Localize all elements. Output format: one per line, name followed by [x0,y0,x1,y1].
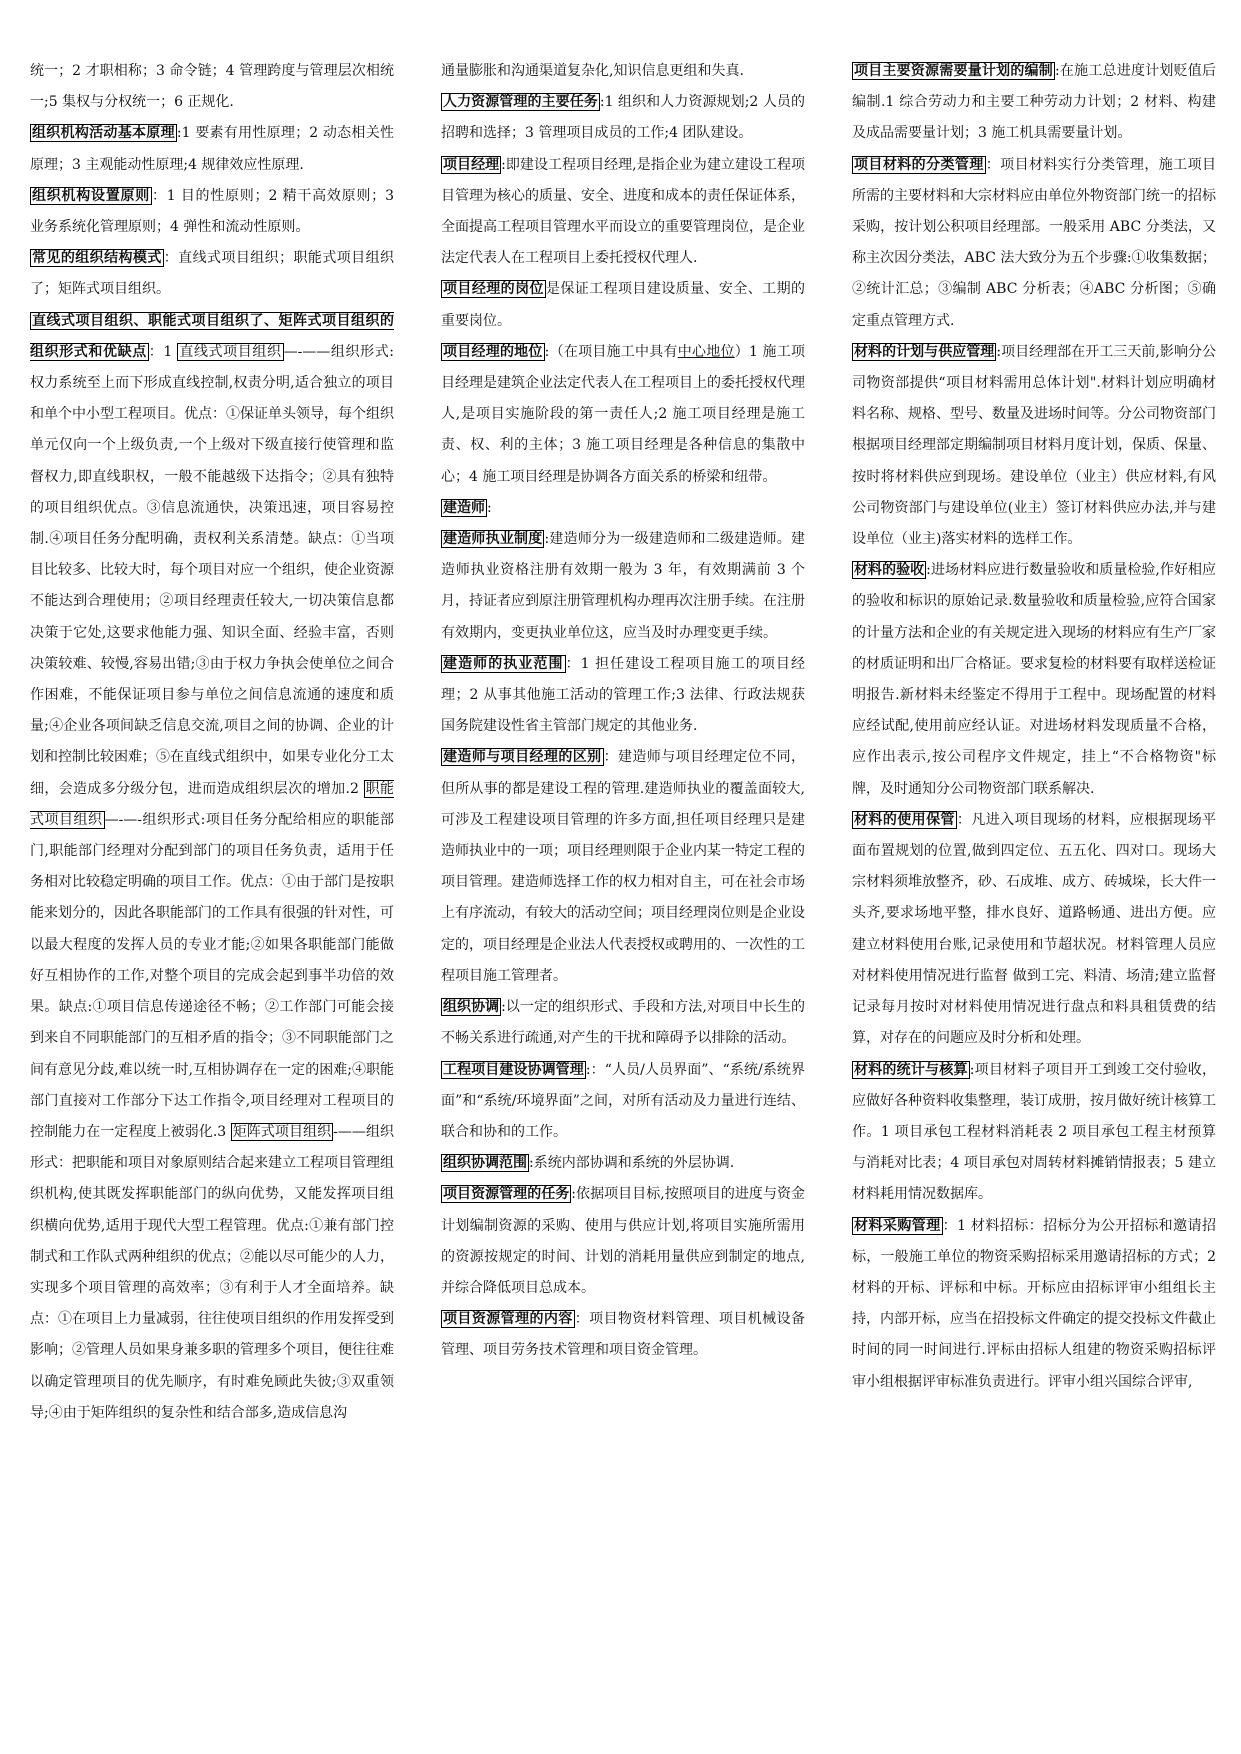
paragraph-text: :系统内部协调和系统的外层协调. [529,1155,735,1172]
paragraph [441,274,805,336]
paragraph-text: :（在项目施工中具有 [544,343,678,360]
paragraph [441,150,805,275]
paragraph [30,181,394,243]
underlined-term: 中心地位 [677,343,735,360]
paragraph [852,150,1216,337]
paragraph-text: ：直线式项目组织；职能式项目组织了；矩阵式项目组织。 [30,250,394,298]
paragraph-text: :依据项目目标,按照项目的进度与资金计划编制资源的采购、使用与供应计划,将项目实施所需用的资源按规定的时间、计划的消耗用量供应到制定的地点,并综合降低项目总成本。 [441,1186,805,1296]
paragraph-text: 统一；2 才职相称；3 命令链；4 管理跨度与管理层次相统一;5 集权与分权统一；6 正规化. [30,63,394,111]
term-heading: 建造师 [443,499,485,516]
term-heading: 项目经理 [443,156,500,173]
paragraph-text: ：项目物资材料管理、项目机械设备管理、项目劳务技术管理和项目资金管理。 [441,1311,805,1359]
paragraph [441,992,805,1054]
paragraph [441,87,805,149]
term-heading: 建造师执业制度 [443,531,543,548]
column-3 [852,56,1216,1736]
paragraph-text: :建造师分为一级建造师和二级建造师。建造师执业资格注册有效期一般为 3 年，有效期满前 3 个月，持证者应到原注册管理机构办理再次注册手续。在注册有效期内，变更执业单位这，应当及时办理变更手续。 [441,531,805,641]
paragraph [441,493,805,524]
column-1 [30,56,394,1736]
paragraph-text: :1 要素有用性原理；2 动态相关性原理；3 主观能动性原理;4 规律效应性原理. [30,125,394,173]
boxed-term: 矩阵式项目组织 [232,1123,332,1140]
term-heading: 直线式项目组织、职能式项目组织了、矩阵式项目组织的组织形式和优缺点 [30,312,394,360]
column-2 [441,56,805,1736]
paragraph-text: :项目材料子项目开工到竣工交付验收，应做好各种资料收集整理，装订成册，按月做好统计核算工作。1 项目承包工程材料消耗表 2 项目承包工程主材预算与消耗对比表；4 项目承包对周转材料摊销情报表；5 建立材料耗用情况数据库。 [852,1061,1216,1203]
term-heading: 组织协调 [443,999,500,1016]
term-heading: 建造师的执业范围 [443,655,564,672]
paragraph [441,742,805,992]
paragraph [852,1211,1216,1398]
paragraph [852,555,1216,805]
term-heading: 项目资源管理的内容 [443,1311,573,1328]
paragraph-text: ：项目材料实行分类管理，施工项目所需的主要材料和大宗材料应由单位外物资部门统一的招标采购，按计划公积项目经理部。一般采用 ABC 分类法，又称主次因分类法，ABC 法大致分为五个步骤:①收集数据；②统计汇总；③编制 ABC 分析表；④ABC 分析图；⑤确定重点管理方式. [852,156,1216,329]
document-page [30,56,1216,1736]
paragraph-text: ：1 [148,343,178,360]
paragraph [30,56,394,118]
paragraph [441,337,805,493]
paragraph [441,1179,805,1304]
paragraph-text: ：凡进入项目现场的材料，应根据现场平面布置规划的位置,做到四定位、五五化、四对口。现场大宗材料须堆放整齐，砂、石成堆、成方、砖城垛，长大件一头齐,要求场地平整，排水良好、道路畅通、进出方便。应建立材料使用台账,记录使用和节超状况。材料管理人员应对材料使用情况进行监督 做到工完、料清、场清;建立监督记录每月按时对材料使用情况进行盘点和料具租赁费的结算，对存在的问题应及时分析和处理。 [852,811,1216,1047]
term-heading: 工程项目建设协调管理 [443,1061,584,1078]
paragraph-text: -——组织形式：把职能和项目对象原则结合起来建立工程项目管理组织机构,使其既发挥职能部门的纵向优势，又能发挥项目组织横向优势,适用于现代大型工程管理。优点:①兼有部门控制式和工作队式两种组织的优点；②能以尽可能少的人力，实现多个项目管理的高效率；③有利于人才全面培养。缺点：①在项目上力量减弱，往往使项目组织的作用发挥受到影响；②管理人员如果身兼多职的管理多个项目，便往往难以确定管理项目的优先顺序，有时难免顾此失彼;③双重领导;④由于矩阵组织的复杂性和结合部多,造成信息沟 [30,1123,394,1421]
term-heading: 项目资源管理的任务 [443,1186,570,1203]
paragraph-text: :进场材料应进行数量验收和质量检验,作好相应的验收和标识的原始记录.数量验收和质量检验,应符合国家的计量方法和企业的有关规定进入现场的材料应有生产厂家的材质证明和出厂合格证。要求复检的材料要有取样送检证明报告.新材料未经鉴定不得用于工程中。现场配置的材料应经试配,使用前应经认证。对进场材料发现质量不合格，应作出表示,按公司程序文件规定，挂上“不合格物资"标牌，及时通知分公司物资部门联系解决. [852,562,1216,797]
paragraph [30,243,394,305]
paragraph-text: :：“人员/人员界面”、“系统/系统界面”和“系统/环境界面”之间，对所有活动及力量进行连结、联合和协和的工作。 [441,1061,805,1140]
paragraph-text: :在施工总进度计划贬值后编制.1 综合劳动力和主要工种劳动力计划；2 材料、构建及成品需要量计划；3 施工机具需要量计划。 [852,63,1216,142]
term-heading: 材料的统计与核算 [854,1061,968,1078]
paragraph [441,649,805,743]
paragraph [30,118,394,180]
term-heading: 组织协调范围 [443,1155,527,1172]
term-heading: 材料采购管理 [854,1217,941,1234]
term-heading: 项目主要资源需要量计划的编制 [854,63,1053,79]
paragraph [852,1055,1216,1211]
term-heading: 组织机构设置原则 [32,187,150,204]
paragraph [441,524,805,649]
paragraph-text: :项目经理部在开工三天前,影响分公司物资部提供“项目材料需用总体计划".材料计划应明确材料名称、规格、型号、数量及进场时间等。分公司物资部门根据项目经理部定期编制项目材料月度计划，保质、保量、按时将材料供应到现场。建设单位（业主）供应材料,有风公司物资部门与建设单位(业主）签订材料供应办法,并与建设单位（业主)落实材料的选样工作。 [852,343,1216,548]
paragraph-text: ：1 目的性原则；2 精干高效原则；3 业务系统化管理原则；4 弹性和流动性原则。 [30,187,394,236]
paragraph-text: ：1 材料招标：招标分为公开招标和邀请招标，一般施工单位的物资采购招标采用邀请招标的方式；2 材料的开标、评标和中标。开标应由招标评审小组组长主持，内部开标，应当在招投标文件确定的提交投标文件截止时间的同一时间进行.评标由招标人组建的物资采购招标评审小组根据评审标准负责进行。评审小组兴国综合评审, [852,1217,1216,1390]
term-heading: 项目经理的岗位 [443,281,544,298]
paragraph [852,337,1216,555]
term-heading: 人力资源管理的主要任务 [443,94,598,111]
paragraph-text: —-——组织形式:权力系统至上而下形成直线控制,权责分明,适合独立的项目和单个中小型工程项目。优点：①保证单头领导，每个组织单元仅向一个上级负责,一个上级对下级直接行使管理和监督权力,即直线职权，一般不能越级下达指令；②具有独特的项目组织优点。③信息流通快，决策迅速，项目容易控制.④项目任务分配明确，责权利关系清楚。缺点：①当项目比较多、比较大时，每个项目对应一个组织，使企业资源不能达到合理使用；②项目经理责任较大,一切决策信息都决策于它处,这要求他能力强、知识全面、经验丰富，否则决策较难、较慢,容易出错;③由于权力争执会使单位之间合作困难，不能保证项目参与单位之间信息流通的速度和质量;④企业各项间缺乏信息交流,项目之间的协调、企业的计划和控制比较困难；⑤在直线式组织中，如果专业化分工太细，会造成多分级分包，进而造成组织层次的增加.2 [30,343,394,797]
boxed-term: 直线式项目组织 [179,343,282,360]
paragraph [441,56,805,87]
paragraph-text: 是保证工程项目建设质量、安全、工期的重要岗位。 [441,281,805,329]
paragraph [441,1055,805,1149]
paragraph-text: 通量膨胀和沟通渠道复杂化,知识信息更组和失真. [441,63,744,79]
term-heading: 项目材料的分类管理 [854,156,984,173]
paragraph-text: :即建设工程项目经理,是指企业为建立建设工程项目管理为核心的质量、安全、进度和成本的责任保证体系，全面提高工程项目管理水平而设立的重要管理岗位，是企业法定代表人在工程项目上委托授权代理人. [441,156,805,267]
term-heading: 材料的验收 [854,562,925,579]
paragraph-text: :以一定的组织形式、手段和方法,对项目中长生的不畅关系进行疏通,对产生的干扰和障碍予以排除的活动。 [441,999,805,1047]
boxed-term: 职能式项目组织 [30,780,394,828]
paragraph-text: : [487,499,492,516]
term-heading: 项目经理的地位 [443,343,543,360]
term-heading: 组织机构活动基本原理 [32,125,175,142]
term-heading: 材料的使用保管 [854,811,955,828]
paragraph-text: ）1 施工项目经理是建筑企业法定代表人在工程项目上的委托授权代理人,是项目实施阶段的第一责任人;2 施工项目经理是施工责、权、利的主体；3 施工项目经理是各种信息的集散中心；4 施工项目经理是协调各方面关系的桥梁和纽带。 [441,343,805,485]
paragraph [852,56,1216,150]
paragraph-text: :1 组织和人力资源规划;2 人员的招聘和选择；3 管理项目成员的工作;4 团队建设。 [441,94,805,142]
paragraph [852,805,1216,1055]
term-heading: 建造师与项目经理的区别 [443,749,602,766]
paragraph-text: ：1 担任建设工程项目施工的项目经理；2 从事其他施工活动的管理工作;3 法律、行政法规获国务院建设性省主管部门规定的其他业务. [441,655,805,735]
paragraph [441,1304,805,1366]
paragraph-text: ：建造师与项目经理定位不同，但所从事的都是建设工程的管理.建造师执业的覆盖面较大,可涉及工程建设项目管理的许多方面,担任项目经理只是建造师执业中的一项；项目经理则限于企业内某一特定工程的项目管理。建造师选择工作的权力相对自主，可在社会市场上有序流动，有较大的活动空间；项目经理岗位则是企业设定的，项目经理是企业法人代表授权或聘用的、一次性的工程项目施工管理者。 [441,749,805,984]
term-heading: 常见的组织结构模式 [32,250,162,267]
paragraph [441,1148,805,1179]
term-heading: 材料的计划与供应管理 [854,343,995,360]
paragraph [30,306,394,1429]
paragraph-text: —-—-组织形式:项目任务分配给相应的职能部门,职能部门经理对分配到部门的项目任务负责，适用于任务相对比较稳定明确的项目工作。优点：①由于部门是按职能来划分的，因此各职能部门的工作具有很强的针对性，可以最大程度的发挥人员的专业才能;②如果各职能部门能做好互相协作的工作,对整个项目的完成会起到事半功倍的效果。缺点:①项目信息传递途径不畅；②工作部门可能会接到来自不同职能部门的互相矛盾的指令；③不同职能部门之间有意见分歧,难以统一时,互相协调存在一定的困难;④职能部门直接对工作部分下达工作指令,项目经理对工程项目的控制能力在一定程度上被弱化.3 [30,811,394,1140]
